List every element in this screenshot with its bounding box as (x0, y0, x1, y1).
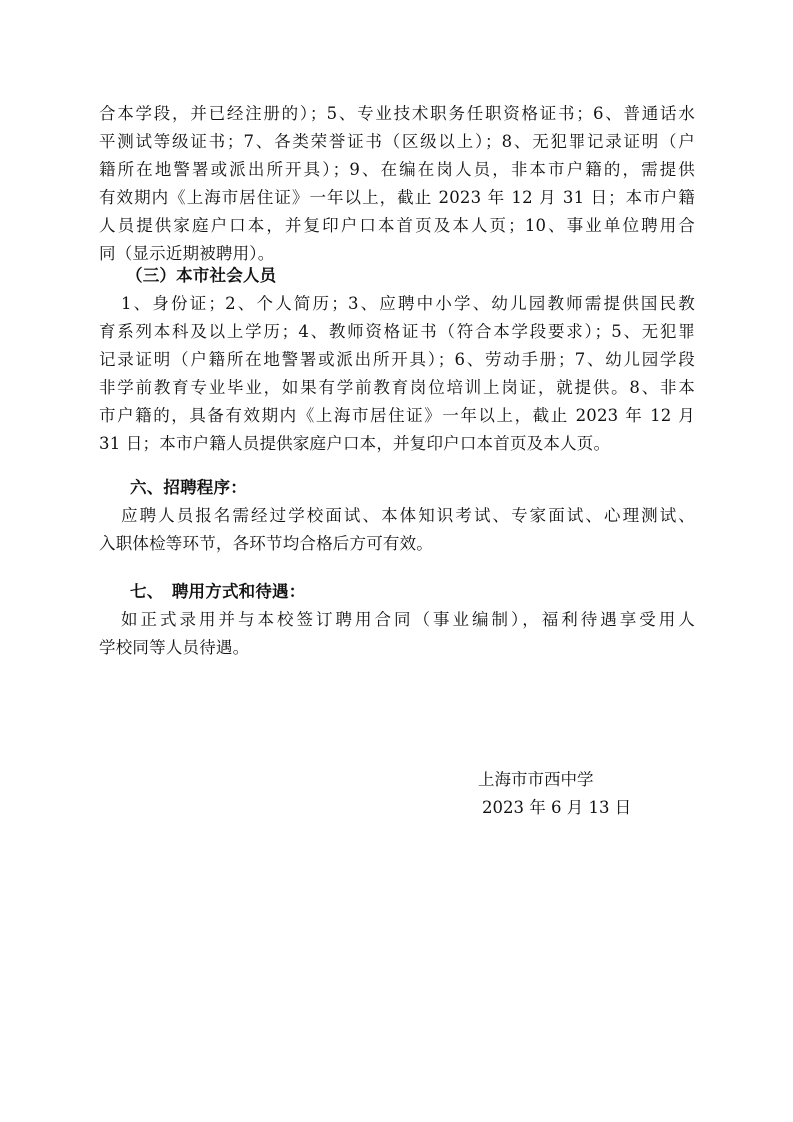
paragraph-line: 人员提供家庭户口本，并复印户口本首页及本人页；10、事业单位聘用合 (99, 216, 695, 235)
paragraph-line: 合本学段，并已经注册的）；5、专业技术职务任职资格证书；6、普通话水 (99, 104, 695, 123)
paragraph-line: 市户籍的，具备有效期内《上海市居住证》一年以上，截止 2023 年 12 月 (99, 406, 695, 425)
paragraph-line: 入职体检等环节，各环节均合格后方可有效。 (99, 534, 433, 553)
paragraph-line: 如正式录用并与本校签订聘用合同（事业编制），福利待遇享受用人 (121, 610, 695, 629)
subsection-heading: （三）本市社会人员 (126, 266, 277, 285)
signature-date: 2023 年 6 月 13 日 (482, 798, 632, 817)
paragraph-line: 同（显示近期被聘用）。 (99, 244, 275, 263)
paragraph-line: 记录证明（户籍所在地警署或派出所开具）；6、劳动手册；7、幼儿园学段 (99, 350, 695, 369)
paragraph-line: 应聘人员报名需经过学校面试、本体知识考试、专家面试、心理测试、 (121, 506, 695, 525)
paragraph-line: 育系列本科及以上学历；4、教师资格证书（符合本学段要求）；5、无犯罪 (99, 322, 695, 341)
section-heading: 七、 聘用方式和待遇： (130, 582, 306, 601)
paragraph-line: 31 日；本市户籍人员提供家庭户口本，并复印户口本首页及本人页。 (99, 434, 611, 453)
section-heading: 六、招聘程序： (130, 478, 247, 497)
paragraph-line: 1、身份证；2、个人简历；3、应聘中小学、幼儿园教师需提供国民教 (121, 294, 695, 313)
paragraph-line: 籍所在地警署或派出所开具）；9、在编在岗人员，非本市户籍的，需提供 (99, 160, 695, 179)
paragraph-line: 平测试等级证书；7、各类荣誉证书（区级以上）；8、无犯罪记录证明（户 (99, 132, 695, 151)
paragraph-line: 学校同等人员待遇。 (99, 638, 250, 657)
paragraph-line: 非学前教育专业毕业，如果有学前教育岗位培训上岗证，就提供。8、非本 (99, 378, 695, 397)
signature-organization: 上海市市西中学 (478, 770, 594, 789)
paragraph-line: 有效期内《上海市居住证》一年以上，截止 2023 年 12 月 31 日；本市户籍 (99, 188, 695, 207)
